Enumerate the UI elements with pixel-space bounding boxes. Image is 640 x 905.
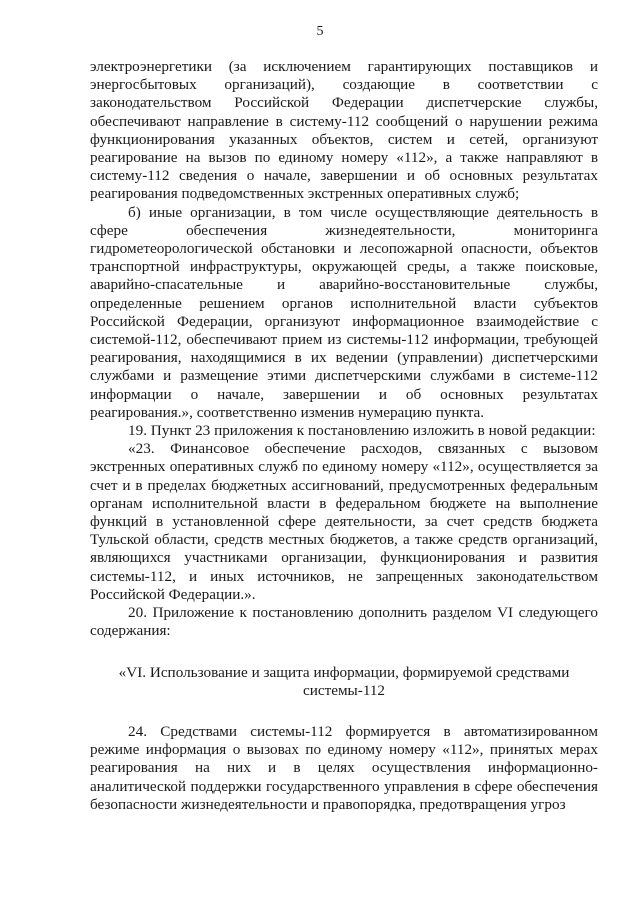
document-body	[90, 58, 598, 814]
paragraph-item-b: б) иные организации, в том числе осуществляющие деятельность в сфере обеспечения жизнедеятельности, мониторинга гидрометеорологической обстановки и лесопожарной опасности, объектов транспортной инфраструктуры, окружающей среды, а также поисковые, аварийно-спасательные и аварийно-восстановительные службы, определенные решением органов исполнительной власти субъектов Российской Федерации, организуют информационное взаимодействие с системой-112, обеспечивают прием из системы-112 информации, требующей реагирования, находящимися в их ведении (управлении) диспетчерскими службами и размещение этими диспетчерскими службами в системе-112 информации о начале, завершении и об основных результатах реагирования.», соответственно изменив нумерацию пункта.	[90, 203, 598, 421]
paragraph-continued: электроэнергетики (за исключением гарантирующих поставщиков и энергосбытовых организаций), создающие в соответствии с законодательством Российской Федерации диспетчерские службы, обеспечивают направление в систему-112 сообщений о нарушении режима функционирования указанных объектов, систем и сетей, организуют реагирование на вызов по единому номеру «112», а также направляют в систему-112 сведения о начале, завершении и об основных результатах реагирования подведомственных экстренных оперативных служб;	[90, 58, 598, 203]
paragraph-item-19: 19. Пункт 23 приложения к постановлению изложить в новой редакции:	[128, 422, 596, 440]
paragraph-item-23: «23. Финансовое обеспечение расходов, связанных с вызовом экстренных оперативных служб по единому номеру «112», осуществляется за счет и в пределах бюджетных ассигнований, предусмотренных федеральным органам исполнительной власти в федеральном бюджете на выполнение функций в установленной сфере деятельности, за счет средств бюджета Тульской области, средств местных бюджетов, а также средств организаций, являющихся участниками организации, функционирования и развития системы-112, и иных источников, не запрещенных законодательством Российской Федерации.».	[90, 440, 598, 603]
page-number: 5	[316, 24, 324, 39]
paragraph-item-24: 24. Средствами системы-112 формируется в автоматизированном режиме информация о вызовах по единому номеру «112», принятых мерах реагирования на них и в целях осуществления информационно-аналитической поддержки государственного управления в сфере обеспечения безопасности жизнедеятельности и правопорядка, предотвращения угроз	[90, 722, 598, 813]
section-heading: «VI. Использование и защита информации, формируемой средствами системы-112	[118, 663, 570, 699]
paragraph-item-20: 20. Приложение к постановлению дополнить разделом VI следующего содержания:	[90, 604, 598, 640]
